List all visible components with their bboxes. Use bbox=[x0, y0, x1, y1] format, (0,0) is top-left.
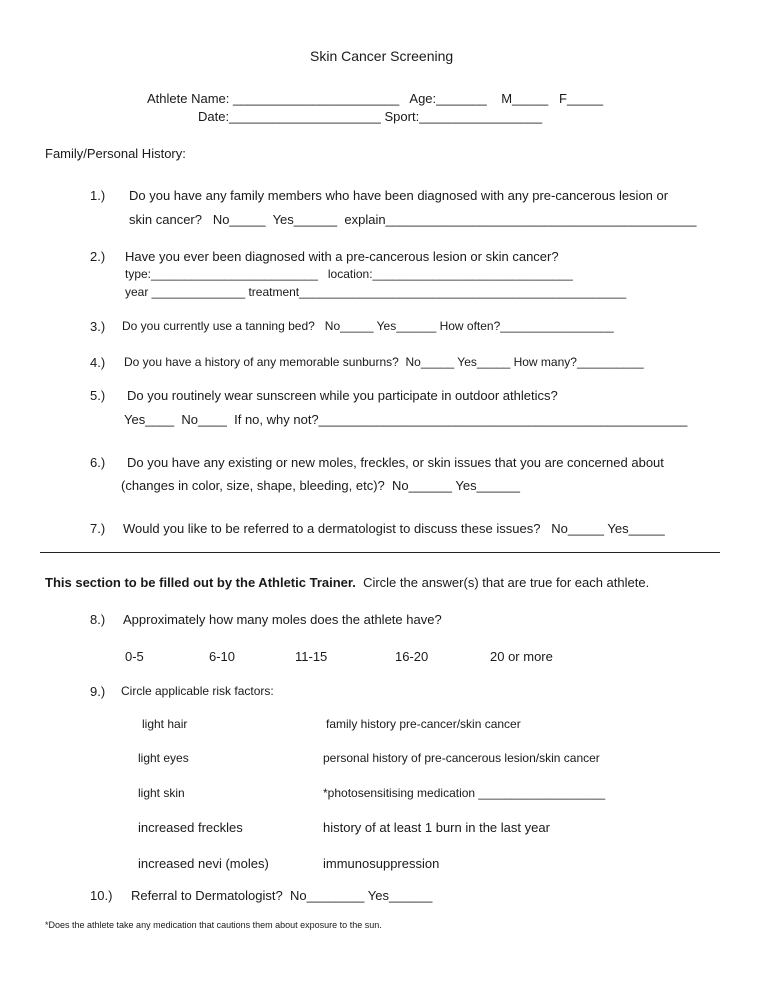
mole-option[interactable]: 16-20 bbox=[395, 649, 429, 664]
page-title: Skin Cancer Screening bbox=[310, 48, 454, 64]
q2-number: 2.) bbox=[90, 249, 106, 264]
q9-text: Circle applicable risk factors: bbox=[121, 684, 274, 698]
q1-text: Do you have any family members who have been diagnosed with any pre-cancerous lesion or bbox=[129, 188, 669, 203]
footnote: *Does the athlete take any medication that cautions them about exposure to the sun. bbox=[45, 920, 382, 930]
trainer-intro-rest: Circle the answer(s) that are true for each athlete. bbox=[355, 575, 650, 590]
q6-text: Do you have any existing or new moles, freckles, or skin issues that you are concerned about bbox=[127, 455, 664, 470]
q7-number: 7.) bbox=[90, 521, 106, 536]
q7-text[interactable]: Would you like to be referred to a dermatologist to discuss these issues? No_____ Yes_____ bbox=[123, 521, 665, 536]
q6-answer-line[interactable]: (changes in color, size, shape, bleeding, etc)? No______ Yes______ bbox=[121, 478, 520, 493]
trainer-intro-bold: This section to be filled out by the Athletic Trainer. bbox=[45, 575, 356, 590]
q10-number: 10.) bbox=[90, 888, 113, 903]
athlete-info-line[interactable]: Athlete Name: _______________________ Age:_______ M_____ F_____ bbox=[147, 91, 604, 106]
risk-factor-right[interactable]: history of at least 1 burn in the last year bbox=[323, 820, 550, 835]
risk-factor-right[interactable]: immunosuppression bbox=[323, 856, 440, 871]
q6-number: 6.) bbox=[90, 455, 106, 470]
risk-factor-left[interactable]: increased nevi (moles) bbox=[138, 856, 269, 871]
q4-text[interactable]: Do you have a history of any memorable sunburns? No_____ Yes_____ How many?__________ bbox=[124, 355, 644, 369]
mole-option[interactable]: 11-15 bbox=[295, 649, 328, 664]
q3-number: 3.) bbox=[90, 319, 106, 334]
risk-factor-right[interactable]: *photosensitising medication ___________________ bbox=[323, 786, 606, 800]
risk-factor-right[interactable]: personal history of pre-cancerous lesion/skin cancer bbox=[323, 751, 600, 765]
mole-option[interactable]: 20 or more bbox=[490, 649, 553, 664]
q1-number: 1.) bbox=[90, 188, 106, 203]
mole-option[interactable]: 6-10 bbox=[209, 649, 236, 664]
q5-number: 5.) bbox=[90, 388, 106, 403]
risk-factor-left[interactable]: increased freckles bbox=[138, 820, 243, 835]
risk-factor-left[interactable]: light eyes bbox=[138, 751, 189, 765]
q8-text: Approximately how many moles does the athlete have? bbox=[123, 612, 442, 627]
q8-number: 8.) bbox=[90, 612, 106, 627]
trainer-section-intro bbox=[45, 576, 649, 589]
q4-number: 4.) bbox=[90, 355, 106, 370]
q5-text: Do you routinely wear sunscreen while you participate in outdoor athletics? bbox=[127, 388, 558, 403]
q2-type-location-line[interactable]: type:_________________________ location:______________________________ bbox=[125, 267, 573, 281]
history-heading: Family/Personal History: bbox=[45, 146, 186, 161]
date-sport-line[interactable]: Date:_____________________ Sport:_________________ bbox=[198, 109, 543, 124]
q1-answer-line[interactable]: skin cancer? No_____ Yes______ explain___________________________________________ bbox=[129, 212, 697, 227]
q5-answer-line[interactable]: Yes____ No____ If no, why not?___________________________________________________ bbox=[124, 412, 688, 427]
risk-factor-left[interactable]: light skin bbox=[138, 786, 185, 800]
risk-factor-left[interactable]: light hair bbox=[142, 717, 188, 731]
q9-number: 9.) bbox=[90, 684, 106, 699]
q10-text[interactable]: Referral to Dermatologist? No________ Yes______ bbox=[131, 888, 433, 903]
risk-factor-right[interactable]: family history pre-cancer/skin cancer bbox=[326, 717, 521, 731]
q3-text[interactable]: Do you currently use a tanning bed? No_____ Yes______ How often?_________________ bbox=[122, 319, 614, 333]
mole-option[interactable]: 0-5 bbox=[125, 649, 144, 664]
section-divider bbox=[40, 552, 720, 553]
q2-year-treatment-line[interactable]: year ______________ treatment_________________________________________________ bbox=[125, 285, 627, 299]
q2-text: Have you ever been diagnosed with a pre-cancerous lesion or skin cancer? bbox=[125, 249, 559, 264]
